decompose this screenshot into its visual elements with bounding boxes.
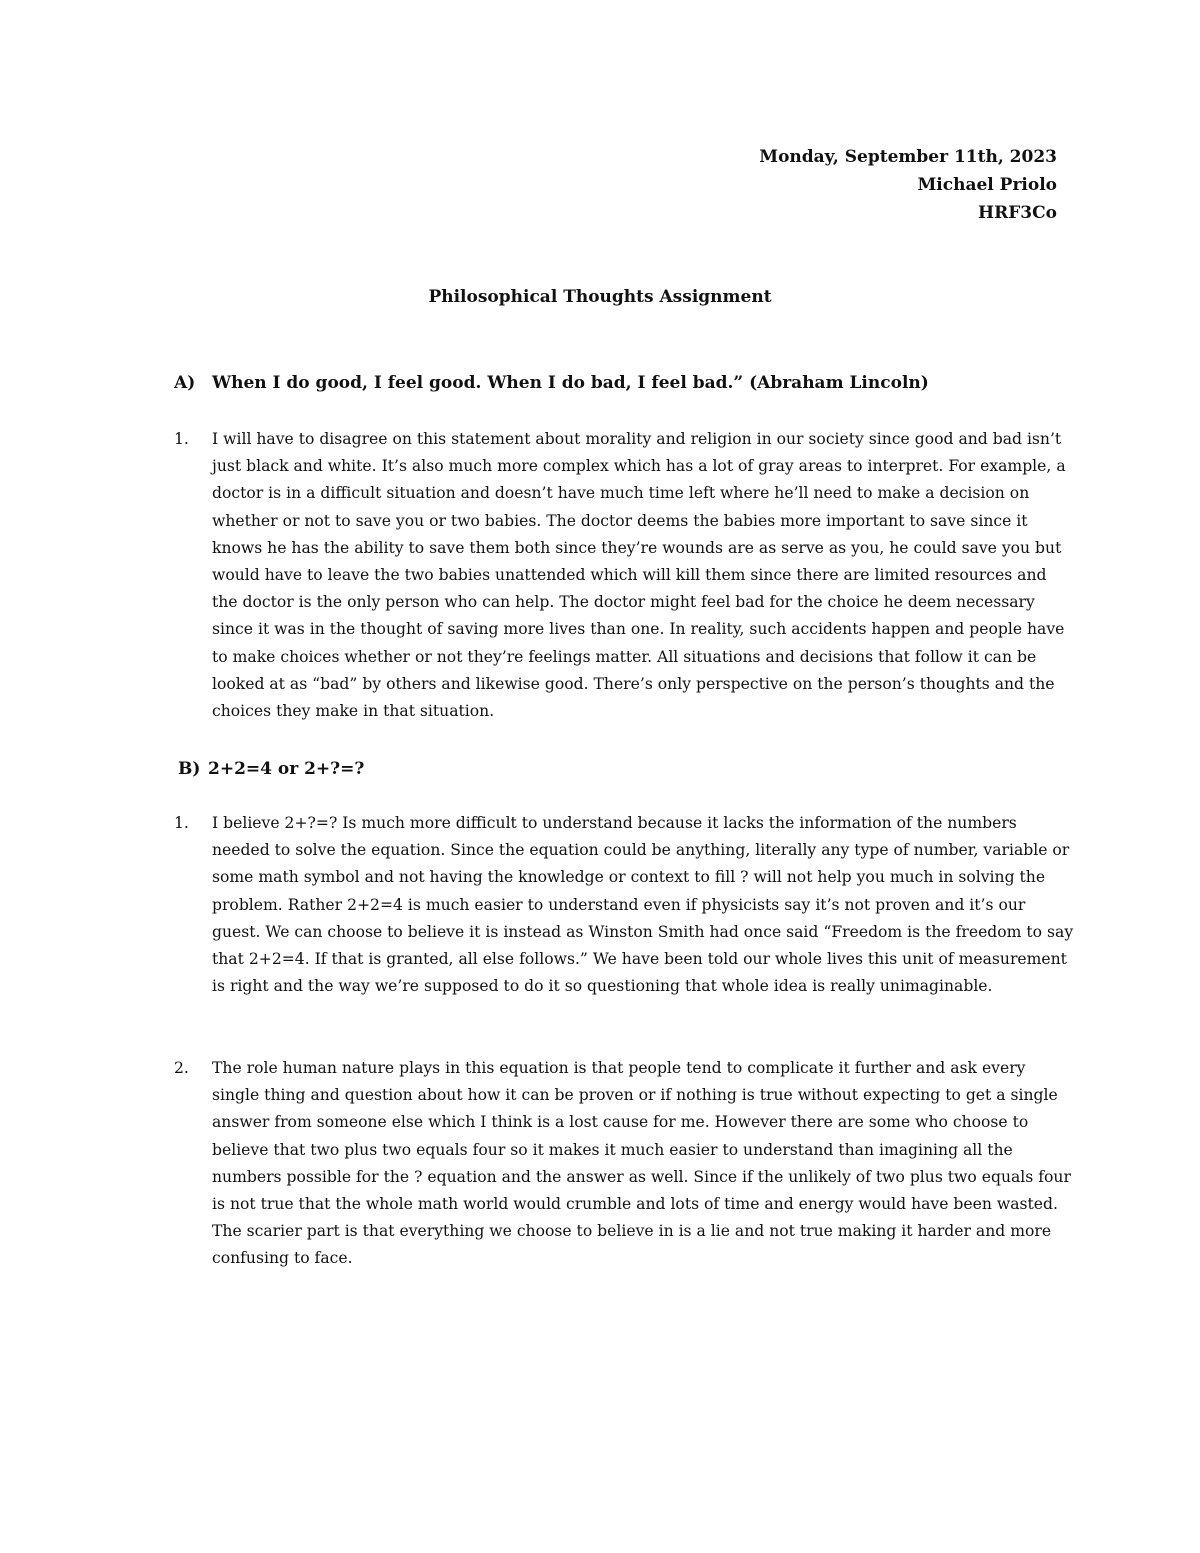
section-b-item-1: [174, 810, 1074, 1000]
section-b-heading-text: 2+2=4 or 2+?=?: [208, 759, 365, 779]
section-a-item-1-text: I will have to disagree on this statement about morality and religion in our society since good and bad isn’t just black and white. It’s also much more complex which has a lot of gray areas to interpret. For example, a doctor is in a difficult situation and doesn’t have much time left where he’ll need to make a decision on whether or not to save you or two babies. The doctor deems the babies more important to save since it knows he has the ability to save them both since they’re wounds are as serve as you, he could save you but would have to leave the two babies unattended which will kill them since there are limited resources and the doctor is the only person who can help. The doctor might feel bad for the choice he deem necessary since it was in the thought of saving more lives than one. In reality, such accidents happen and people have to make choices whether or not they’re feelings matter. All situations and decisions that follow it can be looked at as “bad” by others and likewise good. There’s only perspective on the person’s thoughts and the choices they make in that situation.: [212, 430, 1066, 721]
section-b-item-2: [174, 1055, 1074, 1273]
section-a-heading-text: When I do good, I feel good. When I do bad, I feel bad.” (Abraham Lincoln): [212, 373, 929, 393]
section-b-letter: B): [178, 759, 201, 779]
document-title: Philosophical Thoughts Assignment: [428, 287, 772, 307]
section-a-heading: [174, 370, 929, 396]
header-author-name: Michael Priolo: [917, 175, 1057, 195]
section-b-item-1-text: I believe 2+?=? Is much more difficult to understand because it lacks the information of the numbers needed to solve the equation. Since the equation could be anything, literally any type of number, variable or some math symbol and not having the knowledge or context to fill ? will not help you much in solving the problem. Rather 2+2=4 is much easier to understand even if physicists say it’s not proven and it’s our guest. We can choose to believe it is instead as Winston Smith had once said “Freedom is the freedom to say that 2+2=4. If that is granted, all else follows.” We have been told our whole lives this unit of measurement is right and the way we’re supposed to do it so questioning that whole idea is really unimaginable.: [212, 814, 1074, 996]
header-course-code: HRF3Co: [978, 203, 1057, 223]
section-b-item-2-text: The role human nature plays in this equation is that people tend to complicate it further and ask every single thing and question about how it can be proven or if nothing is true without expecting to get a single answer from someone else which I think is a lost cause for me. However there are some who choose to believe that two plus two equals four so it makes it much easier to understand than imagining all the numbers possible for the ? equation and the answer as well. Since if the unlikely of two plus two equals four is not true that the whole math world would crumble and lots of time and energy would have been wasted. The scarier part is that everything we choose to believe in is a lie and not true making it harder and more confusing to face.: [212, 1059, 1071, 1268]
section-a-letter: A): [174, 373, 196, 393]
section-b-item-1-number: 1.: [174, 814, 189, 832]
section-b-item-2-number: 2.: [174, 1059, 189, 1077]
section-a-item-1: [174, 426, 1074, 725]
section-b-heading: [178, 756, 364, 782]
section-a-item-1-number: 1.: [174, 430, 189, 448]
header-date: Monday, September 11th, 2023: [759, 147, 1057, 167]
header-block: [759, 143, 1057, 227]
